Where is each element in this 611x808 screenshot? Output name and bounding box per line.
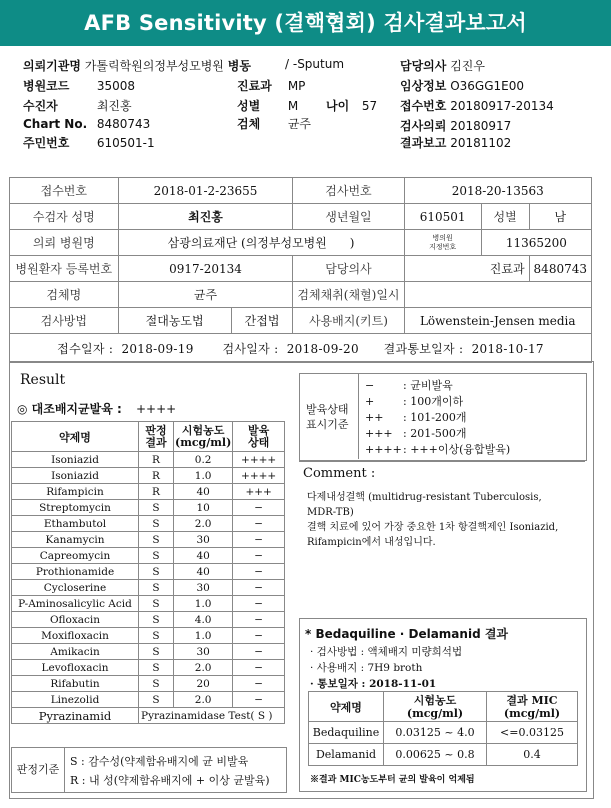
collect-date-value: [404, 282, 591, 308]
drug-conc: 2.0: [174, 660, 233, 676]
collect-date-label: 검체채취(채혈)일시: [293, 282, 404, 308]
bed-note: ※결과 MIC농도부터 균의 발육이 억제됨: [310, 775, 475, 785]
legend-row: [365, 409, 467, 425]
bed-medium: · 사용배지 : 7H9 broth: [310, 662, 423, 674]
pza-value: Pyrazinamidase Test( S ): [139, 708, 285, 724]
bed-mic: <=0.03125: [487, 722, 578, 744]
doc-label: 담당의사: [400, 59, 447, 73]
inst-value: 가톨릭학원의정부성모병원: [84, 59, 224, 73]
name-label: 수검자 성명: [10, 204, 119, 230]
bed-heading: * Bedaquiline · Delamanid 결과: [305, 627, 509, 641]
test-date-label: 검사일자 :: [222, 341, 279, 356]
reg-no-label: 병원환자 등록번호: [10, 256, 119, 282]
drug-name: Rifabutin: [12, 676, 139, 692]
drug-conc: 2.0: [174, 692, 233, 708]
table-row: [12, 452, 285, 468]
drug-judge: S: [139, 532, 174, 548]
drug-judge: S: [139, 516, 174, 532]
report-value: 20181102: [450, 136, 512, 150]
judgement-criteria: [11, 747, 287, 793]
id-value: 610501-1: [96, 136, 155, 150]
comment-body: [307, 490, 558, 550]
patient-label: 수진자: [23, 99, 58, 113]
legend-row: [365, 425, 467, 441]
clin-value: O36GG1E00: [450, 79, 525, 93]
header-row-1: [23, 57, 251, 74]
report-title: AFB Sensitivity (결핵협회) 검사결과보고서: [0, 0, 611, 46]
growth-legend: [299, 373, 587, 461]
drug-growth: −: [233, 644, 285, 660]
drug-judge: R: [139, 452, 174, 468]
legend-symbol: +: [365, 395, 375, 408]
medium-label: 사용배지(키트): [293, 308, 404, 334]
drug-conc: 1.0: [174, 628, 233, 644]
table-row: [10, 178, 592, 204]
table-row: [12, 628, 285, 644]
drug-judge: S: [139, 628, 174, 644]
recv-no-label: 접수번호: [10, 178, 119, 204]
legend-symbol: −: [365, 379, 375, 392]
drug-name: Isoniazid: [12, 452, 139, 468]
drug-judge: S: [139, 644, 174, 660]
dept-cell-label: 진료과: [404, 256, 529, 282]
bed-col-drug: 약제명: [309, 692, 384, 722]
drug-conc: 30: [174, 532, 233, 548]
legend-row: [365, 393, 463, 409]
judge-label: 판정기준: [12, 748, 65, 792]
legend-symbol: ++++: [365, 443, 402, 456]
drug-judge: S: [139, 500, 174, 516]
drug-growth: −: [233, 628, 285, 644]
notify-date-value: 2018-10-17: [471, 341, 544, 356]
drug-judge: S: [139, 676, 174, 692]
col-judge: 판정 결과: [139, 422, 174, 452]
physician-label: 담당의사: [293, 256, 404, 282]
legend-symbol: +++: [365, 427, 393, 440]
comment-line: Rifampicin에서 내성입니다.: [307, 537, 436, 548]
drug-growth: −: [233, 564, 285, 580]
drug-conc: 0.2: [174, 452, 233, 468]
drug-conc: 10: [174, 500, 233, 516]
hospital-value: [118, 230, 404, 256]
id-label: 주민번호: [23, 136, 70, 150]
legend-label-2: 표시기준: [306, 418, 349, 431]
drug-growth: −: [233, 500, 285, 516]
drug-conc: 4.0: [174, 612, 233, 628]
drug-judge: R: [139, 468, 174, 484]
test-no-value: 2018-20-13563: [404, 178, 591, 204]
table-row: [12, 468, 285, 484]
drug-conc: 30: [174, 644, 233, 660]
code-value: 35008: [96, 79, 136, 93]
legend-row: [365, 441, 510, 457]
drug-name: Amikacin: [12, 644, 139, 660]
medium-value: Löwenstein-Jensen media: [404, 308, 591, 334]
drug-judge: R: [139, 484, 174, 500]
req-value: 20180917: [450, 119, 512, 133]
bed-col-conc: 시험농도 (mcg/ml): [384, 692, 487, 722]
drug-growth: ++++: [233, 468, 285, 484]
drug-name: Cycloserine: [12, 580, 139, 596]
colony-row: [17, 400, 176, 417]
recv-value: 20180917-20134: [450, 99, 554, 113]
legend-text: : 101-200개: [403, 411, 467, 424]
bed-date: · 통보일자 : 2018-11-01: [310, 678, 437, 690]
table-row: [12, 580, 285, 596]
table-row: [12, 548, 285, 564]
comment-section: [299, 461, 585, 615]
clin-label: 임상정보: [400, 79, 447, 93]
drug-name: P-Aminosalicylic Acid: [12, 596, 139, 612]
specimen-value: 균주: [118, 282, 293, 308]
table-row: [10, 308, 592, 334]
age-value: 57: [361, 99, 378, 113]
drug-growth: −: [233, 548, 285, 564]
ward-label: 병동: [227, 59, 251, 73]
designation-label-1: 병의원: [432, 233, 453, 242]
bed-table: [308, 691, 578, 766]
drug-judge: S: [139, 564, 174, 580]
patient-value: 최진홍: [96, 99, 132, 113]
table-row: [10, 334, 592, 363]
table-row: [10, 256, 592, 282]
drug-name: Ofloxacin: [12, 612, 139, 628]
report-label: 결과보고: [400, 136, 447, 150]
table-row: [12, 532, 285, 548]
recv-label: 접수번호: [400, 99, 447, 113]
dept-value: MP: [287, 79, 306, 93]
table-row: [12, 500, 285, 516]
table-row: [12, 484, 285, 500]
req-label: 검사의뢰: [400, 119, 447, 133]
drug-judge: S: [139, 548, 174, 564]
spec-value: 균주: [287, 117, 312, 131]
birth-value: 610501: [404, 204, 481, 230]
drug-name: Linezolid: [12, 692, 139, 708]
comment-line: 다제내성결핵 (multidrug-resistant Tuberculosis,: [307, 492, 542, 503]
table-row: [12, 644, 285, 660]
comment-heading: Comment :: [303, 466, 376, 481]
method-value-2: 간접법: [231, 308, 293, 334]
drug-name: Streptomycin: [12, 500, 139, 516]
method-label: 검사방법: [10, 308, 119, 334]
table-row: [309, 722, 578, 744]
table-header: [309, 692, 578, 722]
drug-conc: 40: [174, 548, 233, 564]
drug-conc: 20: [174, 676, 233, 692]
drug-conc: 30: [174, 580, 233, 596]
sex-cell-value: 남: [529, 204, 591, 230]
dept-label: 진료과: [237, 79, 272, 93]
drug-table: [11, 421, 285, 724]
table-row: [10, 230, 592, 256]
hospital-close: ): [349, 236, 355, 250]
method-value-1: 절대농도법: [118, 308, 231, 334]
drug-judge: S: [139, 612, 174, 628]
drug-name: Moxifloxacin: [12, 628, 139, 644]
judge-r: R : 내 성(약제함유배지에 + 이상 균발육): [70, 774, 270, 787]
bed-drug: Bedaquiline: [309, 722, 384, 744]
dept-cell-value: 8480743: [529, 256, 591, 282]
code-label: 병원코드: [23, 79, 70, 93]
chart-label: Chart No.: [23, 117, 88, 131]
drug-name: Rifampicin: [12, 484, 139, 500]
drug-growth: −: [233, 612, 285, 628]
drug-conc: 1.0: [174, 468, 233, 484]
col-drug: 약제명: [12, 422, 139, 452]
bedaquiline-section: [299, 618, 587, 792]
table-row: [12, 516, 285, 532]
drug-judge: S: [139, 692, 174, 708]
drug-conc: 40: [174, 564, 233, 580]
comment-line: MDR-TB): [307, 507, 354, 518]
age-label: 나이: [326, 99, 350, 113]
recv-no-value: 2018-01-2-23655: [118, 178, 293, 204]
pza-row: [12, 708, 285, 724]
ward-value: / -Sputum: [285, 57, 345, 71]
drug-growth: −: [233, 660, 285, 676]
bed-method: · 검사방법 : 액체배지 미량희석법: [310, 646, 463, 658]
colony-value: ++++: [135, 402, 177, 416]
comment-line: 결핵 치료에 있어 가장 중요한 1차 항결핵제인 Isoniazid,: [307, 522, 559, 533]
designation-value: 11365200: [481, 230, 591, 256]
table-row: [10, 282, 592, 308]
drug-growth: +++: [233, 484, 285, 500]
sex-cell-label: 성별: [481, 204, 529, 230]
bed-col-mic: 결과 MIC (mcg/ml): [487, 692, 578, 722]
table-row: [12, 596, 285, 612]
legend-label: [306, 402, 349, 432]
drug-growth: −: [233, 516, 285, 532]
drug-conc: 1.0: [174, 596, 233, 612]
drug-growth: −: [233, 692, 285, 708]
colony-label: ◎ 대조배지균발육 :: [17, 402, 122, 416]
judge-s: S : 감수성(약제함유배지에 균 비발육: [70, 755, 249, 768]
recv-date-label: 접수일자 :: [57, 341, 114, 356]
name-value: 최진홍: [118, 204, 293, 230]
chart-value: 8480743: [96, 117, 151, 131]
drug-name: Ethambutol: [12, 516, 139, 532]
info-table: [9, 177, 592, 363]
bed-conc: 0.03125 ~ 4.0: [384, 722, 487, 744]
test-no-label: 검사번호: [293, 178, 404, 204]
drug-judge: S: [139, 660, 174, 676]
bed-info: [310, 644, 462, 692]
table-row: [12, 692, 285, 708]
drug-growth: −: [233, 596, 285, 612]
legend-text: : 100개이하: [403, 395, 464, 408]
col-growth: 발육 상태: [233, 422, 285, 452]
bed-mic: 0.4: [487, 744, 578, 766]
legend-text: : +++이상(융합발육): [403, 443, 511, 456]
designation-label-2: 지정번호: [429, 242, 457, 251]
table-row: [10, 204, 592, 230]
drug-judge: S: [139, 580, 174, 596]
drug-name: Prothionamide: [12, 564, 139, 580]
drug-growth: −: [233, 580, 285, 596]
bed-drug: Delamanid: [309, 744, 384, 766]
table-header: [12, 422, 285, 452]
drug-judge: S: [139, 596, 174, 612]
drug-conc: 2.0: [174, 516, 233, 532]
drug-growth: −: [233, 676, 285, 692]
inst-label: 의뢰기관명: [23, 59, 81, 73]
test-date-value: 2018-09-20: [286, 341, 359, 356]
drug-name: Levofloxacin: [12, 660, 139, 676]
specimen-label: 검체명: [10, 282, 119, 308]
legend-text: : 201-500개: [403, 427, 467, 440]
reg-no-value: 0917-20134: [118, 256, 293, 282]
result-heading: Result: [20, 372, 66, 388]
birth-label: 생년월일: [293, 204, 404, 230]
legend-rows: [358, 374, 586, 459]
spec-label: 검체: [237, 117, 261, 131]
sex-label: 성별: [237, 99, 261, 113]
sex-value: M: [287, 99, 299, 113]
recv-date-value: 2018-09-19: [121, 341, 194, 356]
hospital-label: 의뢰 병원명: [10, 230, 119, 256]
notify-date-label: 결과통보일자 :: [383, 341, 464, 356]
drug-name: Isoniazid: [12, 468, 139, 484]
table-row: [12, 564, 285, 580]
legend-text: : 균비발육: [403, 379, 453, 392]
legend-row: [365, 377, 453, 393]
drug-name: Capreomycin: [12, 548, 139, 564]
pza-name: Pyrazinamid: [12, 708, 139, 724]
bed-conc: 0.00625 ~ 0.8: [384, 744, 487, 766]
drug-growth: −: [233, 532, 285, 548]
drug-conc: 40: [174, 484, 233, 500]
col-conc: 시험농도 (mcg/ml): [174, 422, 233, 452]
table-row: [309, 744, 578, 766]
drug-name: Kanamycin: [12, 532, 139, 548]
designation-label: [404, 230, 481, 256]
table-row: [12, 660, 285, 676]
drug-growth: ++++: [233, 452, 285, 468]
table-row: [12, 676, 285, 692]
hospital-name: 삼광의료재단 (의정부성모병원: [167, 236, 327, 250]
legend-symbol: ++: [365, 411, 384, 424]
table-row: [12, 612, 285, 628]
doc-value: 김진우: [450, 59, 485, 73]
legend-label-1: 발육상태: [306, 403, 349, 416]
dates-row: [10, 334, 592, 363]
